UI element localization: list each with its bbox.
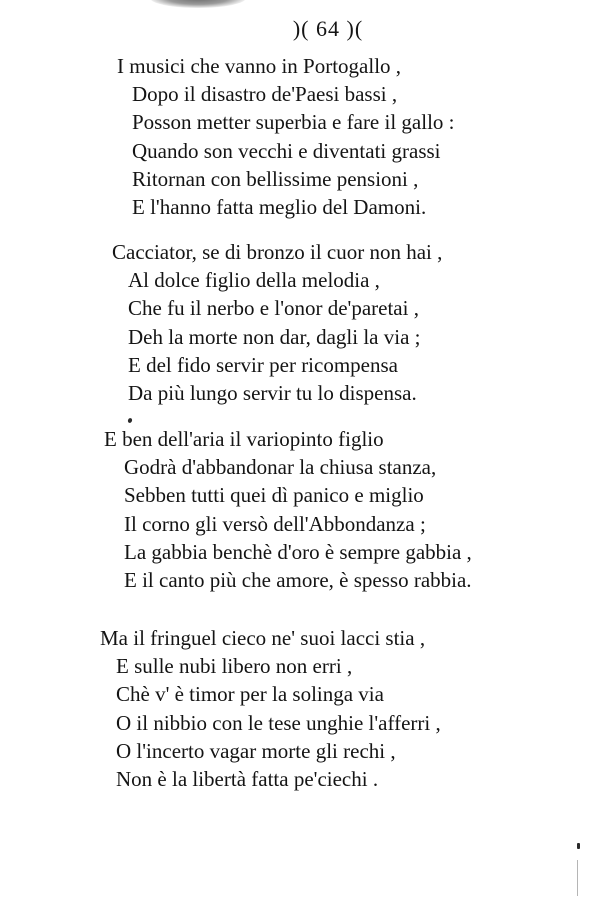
verse-line: I musici che vanno in Portogallo , (117, 54, 402, 78)
verse-line: Chè v' è timor per la solinga via (116, 682, 384, 707)
verse-line: E il canto più che amore, è spesso rabbia. (124, 567, 472, 592)
verse-line: Da più lungo servir tu lo dispensa. (128, 380, 417, 405)
verse-line: Non è la libertà fatta pe'ciechi . (116, 766, 379, 791)
verse-line: Posson metter superbia e fare il gallo : (132, 110, 455, 135)
verse-line: E l'hanno fatta meglio del Damoni. (132, 194, 427, 219)
edge-mark (577, 843, 580, 849)
ink-speck (127, 417, 133, 423)
verse-line: O l'incerto vagar morte gli rechi , (116, 738, 396, 763)
verse-line: Ma il fringuel cieco ne' suoi lacci stia , (100, 626, 426, 650)
verse-line: Cacciator, se di bronzo il cuor non hai , (112, 240, 443, 264)
binding-shadow (150, 0, 246, 8)
verse-line: Quando son vecchi e diventati grassi (132, 138, 441, 163)
verse-line: Godrà d'abbandonar la chiusa stanza, (124, 455, 437, 480)
stanza-2 (0, 238, 442, 407)
verse-line: O il nibbio con le tese unghie l'afferri , (116, 710, 441, 735)
verse-line: E ben dell'aria il variopinto figlio (104, 427, 384, 451)
stanza-3 (0, 425, 472, 594)
page-edge-line (577, 860, 578, 896)
stanza-1 (0, 52, 455, 221)
verse-line: Al dolce figlio della melodia , (128, 268, 380, 293)
verse-line: Che fu il nerbo e l'onor de'paretai , (128, 296, 419, 321)
page-number: )( 64 )( (292, 16, 364, 41)
verse-line: E del fido servir per ricompensa (128, 352, 398, 377)
stanza-4 (0, 624, 441, 793)
verse-line: Deh la morte non dar, dagli la via ; (128, 324, 421, 349)
verse-line: Ritornan con bellissime pensioni , (132, 166, 419, 191)
verse-line: Il corno gli versò dell'Abbondanza ; (124, 511, 426, 536)
verse-line: Sebben tutti quei dì panico e miglio (124, 483, 424, 508)
verse-line: E sulle nubi libero non erri , (116, 654, 353, 679)
verse-line: Dopo il disastro de'Paesi bassi , (132, 82, 398, 107)
verse-line: La gabbia benchè d'oro è sempre gabbia , (124, 539, 472, 564)
